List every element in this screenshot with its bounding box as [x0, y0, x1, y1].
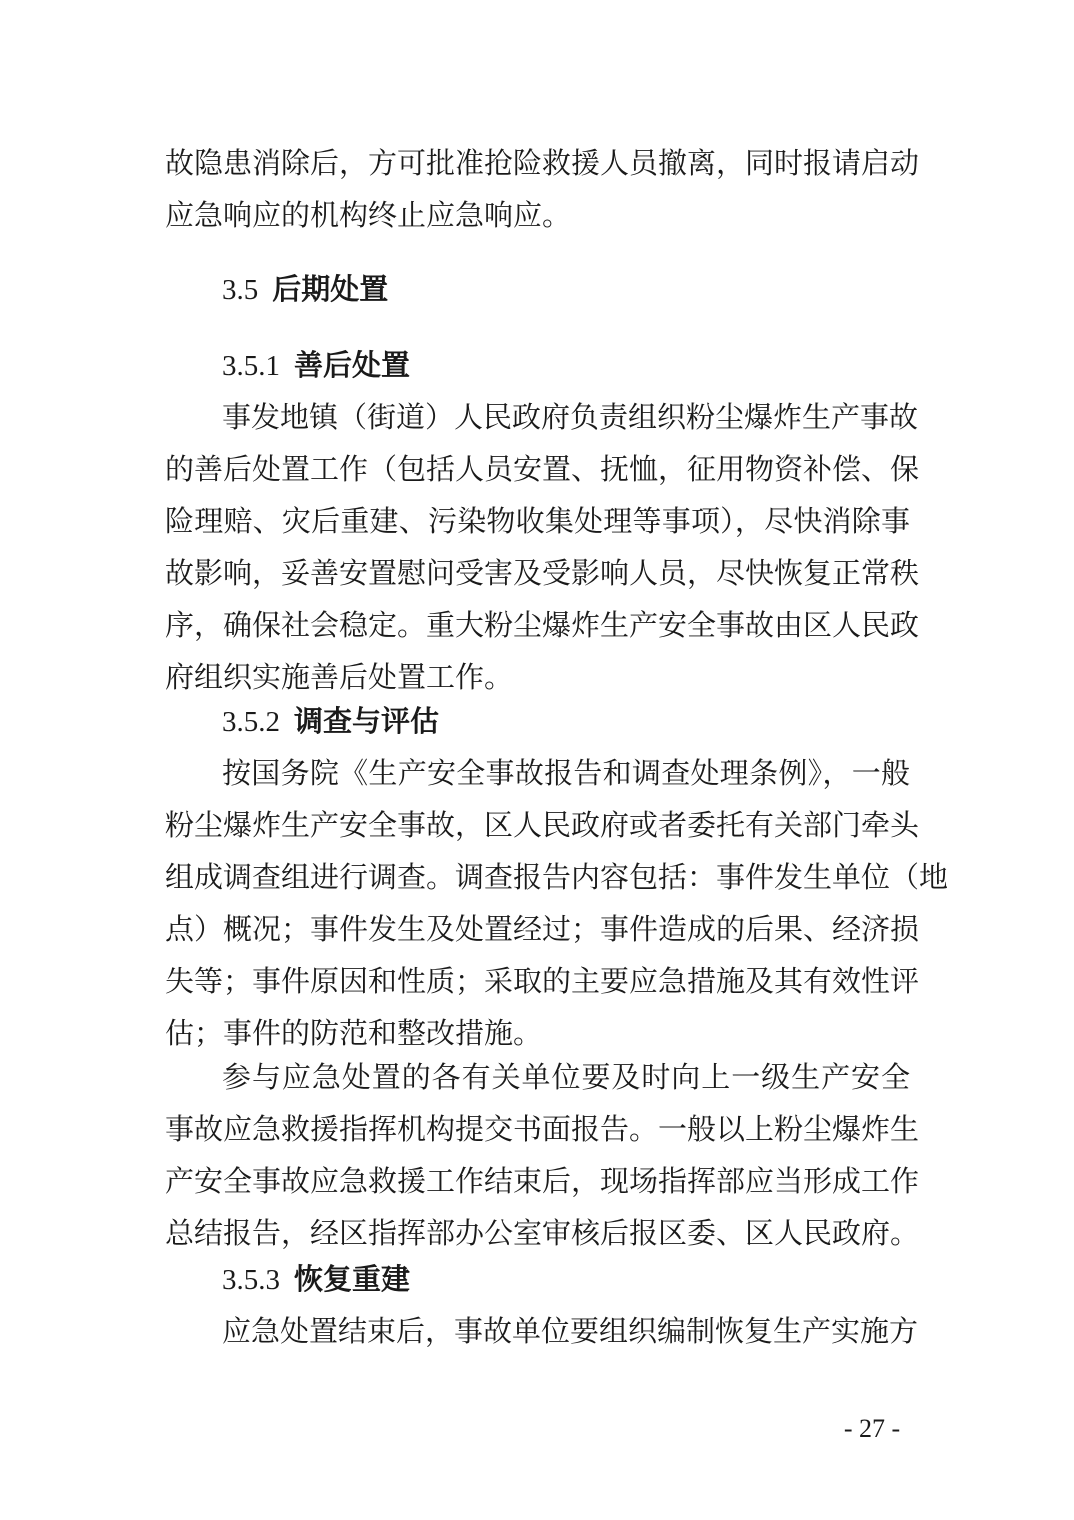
section-title: 善后处置	[294, 348, 411, 382]
section-heading-3-5-2	[222, 704, 910, 739]
section-heading-3-5-1	[222, 348, 910, 383]
paragraph-line: 序，确保社会稳定。重大粉尘爆炸生产安全事故由区人民政	[165, 608, 920, 642]
paragraph-line: 故影响，妥善安置慰问受害及受影响人员，尽快恢复正常秩	[165, 556, 920, 590]
paragraph-line: 估；事件的防范和整改措施。	[165, 1016, 543, 1050]
paragraph-line: 产安全事故应急救援工作结束后，现场指挥部应当形成工作	[165, 1164, 920, 1198]
paragraph-line: 按国务院《生产安全事故报告和调查处理条例》，一般	[222, 756, 910, 790]
paragraph-line: 故隐患消除后，方可批准抢险救援人员撤离，同时报请启动	[165, 146, 920, 180]
paragraph-line: 事故应急救援指挥机构提交书面报告。一般以上粉尘爆炸生	[165, 1112, 920, 1146]
section-heading-3-5-3	[222, 1262, 910, 1297]
section-title: 恢复重建	[294, 1262, 411, 1296]
page-number: - 27 -	[843, 1414, 901, 1443]
section-number: 3.5	[222, 274, 259, 306]
section-number: 3.5.2	[222, 706, 280, 738]
paragraph-line: 粉尘爆炸生产安全事故，区人民政府或者委托有关部门牵头	[165, 808, 920, 842]
paragraph-line: 险理赔、灾后重建、污染物收集处理等事项），尽快消除事	[165, 504, 910, 538]
paragraph-line: 事发地镇（街道）人民政府负责组织粉尘爆炸生产事故	[222, 400, 919, 434]
paragraph-line: 失等；事件原因和性质；采取的主要应急措施及其有效性评	[165, 964, 920, 998]
paragraph-line: 府组织实施善后处置工作。	[165, 660, 514, 694]
paragraph-line: 组成调查组进行调查。调查报告内容包括：事件发生单位（地	[165, 860, 949, 894]
paragraph-line: 的善后处置工作（包括人员安置、抚恤，征用物资补偿、保	[165, 452, 920, 486]
section-number: 3.5.3	[222, 1264, 280, 1296]
paragraph-line: 应急处置结束后，事故单位要组织编制恢复生产实施方	[222, 1314, 919, 1348]
paragraph-line: 应急响应的机构终止应急响应。	[165, 198, 572, 232]
paragraph-line: 参与应急处置的各有关单位要及时向上一级生产安全	[222, 1060, 910, 1094]
section-number: 3.5.1	[222, 350, 280, 382]
paragraph-line: 总结报告，经区指挥部办公室审核后报区委、区人民政府。	[165, 1216, 920, 1250]
paragraph-line: 点）概况；事件发生及处置经过；事件造成的后果、经济损	[165, 912, 920, 946]
section-heading-3-5	[222, 272, 910, 307]
section-title: 后期处置	[272, 272, 389, 306]
section-title: 调查与评估	[294, 704, 440, 738]
